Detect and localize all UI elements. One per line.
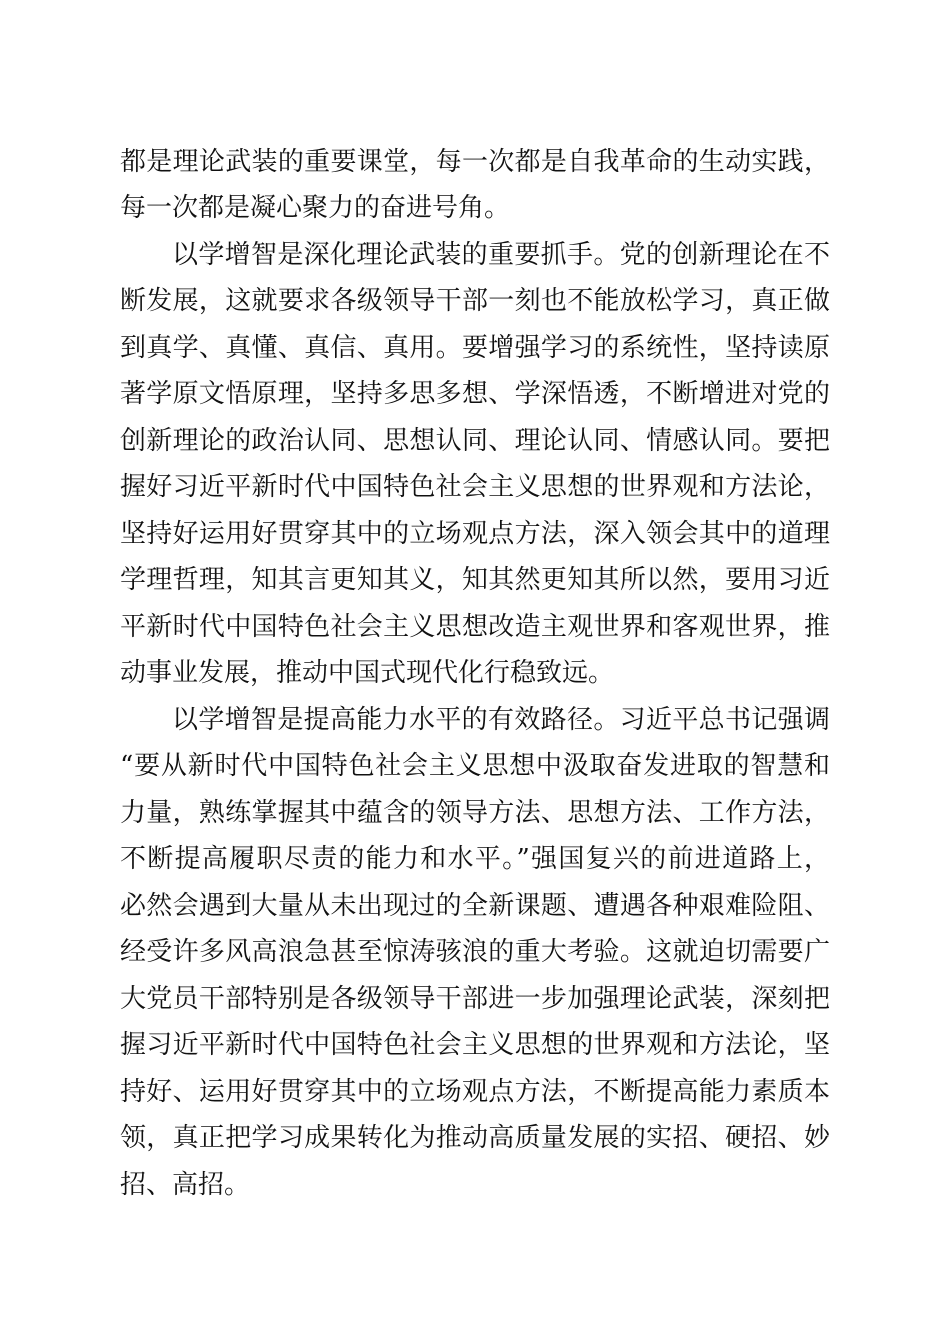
paragraph-1-line-1: 都是理论武装的重要课堂，每一次都是自我革命的生动实践，	[120, 147, 830, 177]
paragraph-3-line-9: 持好、运用好贯穿其中的立场观点方法，不断提高能力素质本	[120, 1077, 830, 1107]
paragraph-2-line-8: 学理哲理，知其言更知其义，知其然更知其所以然，要用习近	[120, 565, 830, 595]
paragraph-2-line-5: 创新理论的政治认同、思想认同、理论认同、情感认同。要把	[120, 426, 830, 456]
paragraph-3-line-3: 力量，熟练掌握其中蕴含的领导方法、思想方法、工作方法，	[120, 798, 830, 828]
paragraph-2-line-4: 著学原文悟原理，坚持多思多想、学深悟透，不断增进对党的	[120, 379, 830, 409]
paragraph-1-line-2: 每一次都是凝心聚力的奋进号角。	[120, 193, 511, 223]
paragraph-3-line-11: 招、高招。	[120, 1170, 251, 1200]
paragraph-3-line-5: 必然会遇到大量从未出现过的全新课题、遭遇各种艰难险阻、	[120, 891, 830, 921]
paragraph-3-line-10: 领，真正把学习成果转化为推动高质量发展的实招、硬招、妙	[120, 1123, 830, 1153]
paragraph-3-line-7: 大党员干部特别是各级领导干部进一步加强理论武装，深刻把	[120, 984, 830, 1014]
paragraph-2-line-1: 以学增智是深化理论武装的重要抓手。党的创新理论在不	[172, 240, 830, 270]
paragraph-3-line-8: 握习近平新时代中国特色社会主义思想的世界观和方法论，坚	[120, 1030, 830, 1060]
paragraph-2-line-3: 到真学、真懂、真信、真用。要增强学习的系统性，坚持读原	[120, 333, 830, 363]
paragraph-2-line-9: 平新时代中国特色社会主义思想改造主观世界和客观世界，推	[120, 612, 830, 642]
paragraph-2-line-2: 断发展，这就要求各级领导干部一刻也不能放松学习，真正做	[120, 286, 830, 316]
paragraph-3-line-2: “要从新时代中国特色社会主义思想中汲取奋发进取的智慧和	[120, 751, 830, 781]
paragraph-2-line-10: 动事业发展，推动中国式现代化行稳致远。	[120, 658, 615, 688]
paragraph-3-line-1: 以学增智是提高能力水平的有效路径。习近平总书记强调	[172, 705, 830, 735]
paragraph-3-line-6: 经受许多风高浪急甚至惊涛骇浪的重大考验。这就迫切需要广	[120, 937, 830, 967]
paragraph-3-line-4: 不断提高履职尽责的能力和水平。”强国复兴的前进道路上，	[120, 844, 830, 874]
paragraph-2-line-7: 坚持好运用好贯穿其中的立场观点方法，深入领会其中的道理	[120, 519, 830, 549]
paragraph-2-line-6: 握好习近平新时代中国特色社会主义思想的世界观和方法论，	[120, 472, 830, 502]
